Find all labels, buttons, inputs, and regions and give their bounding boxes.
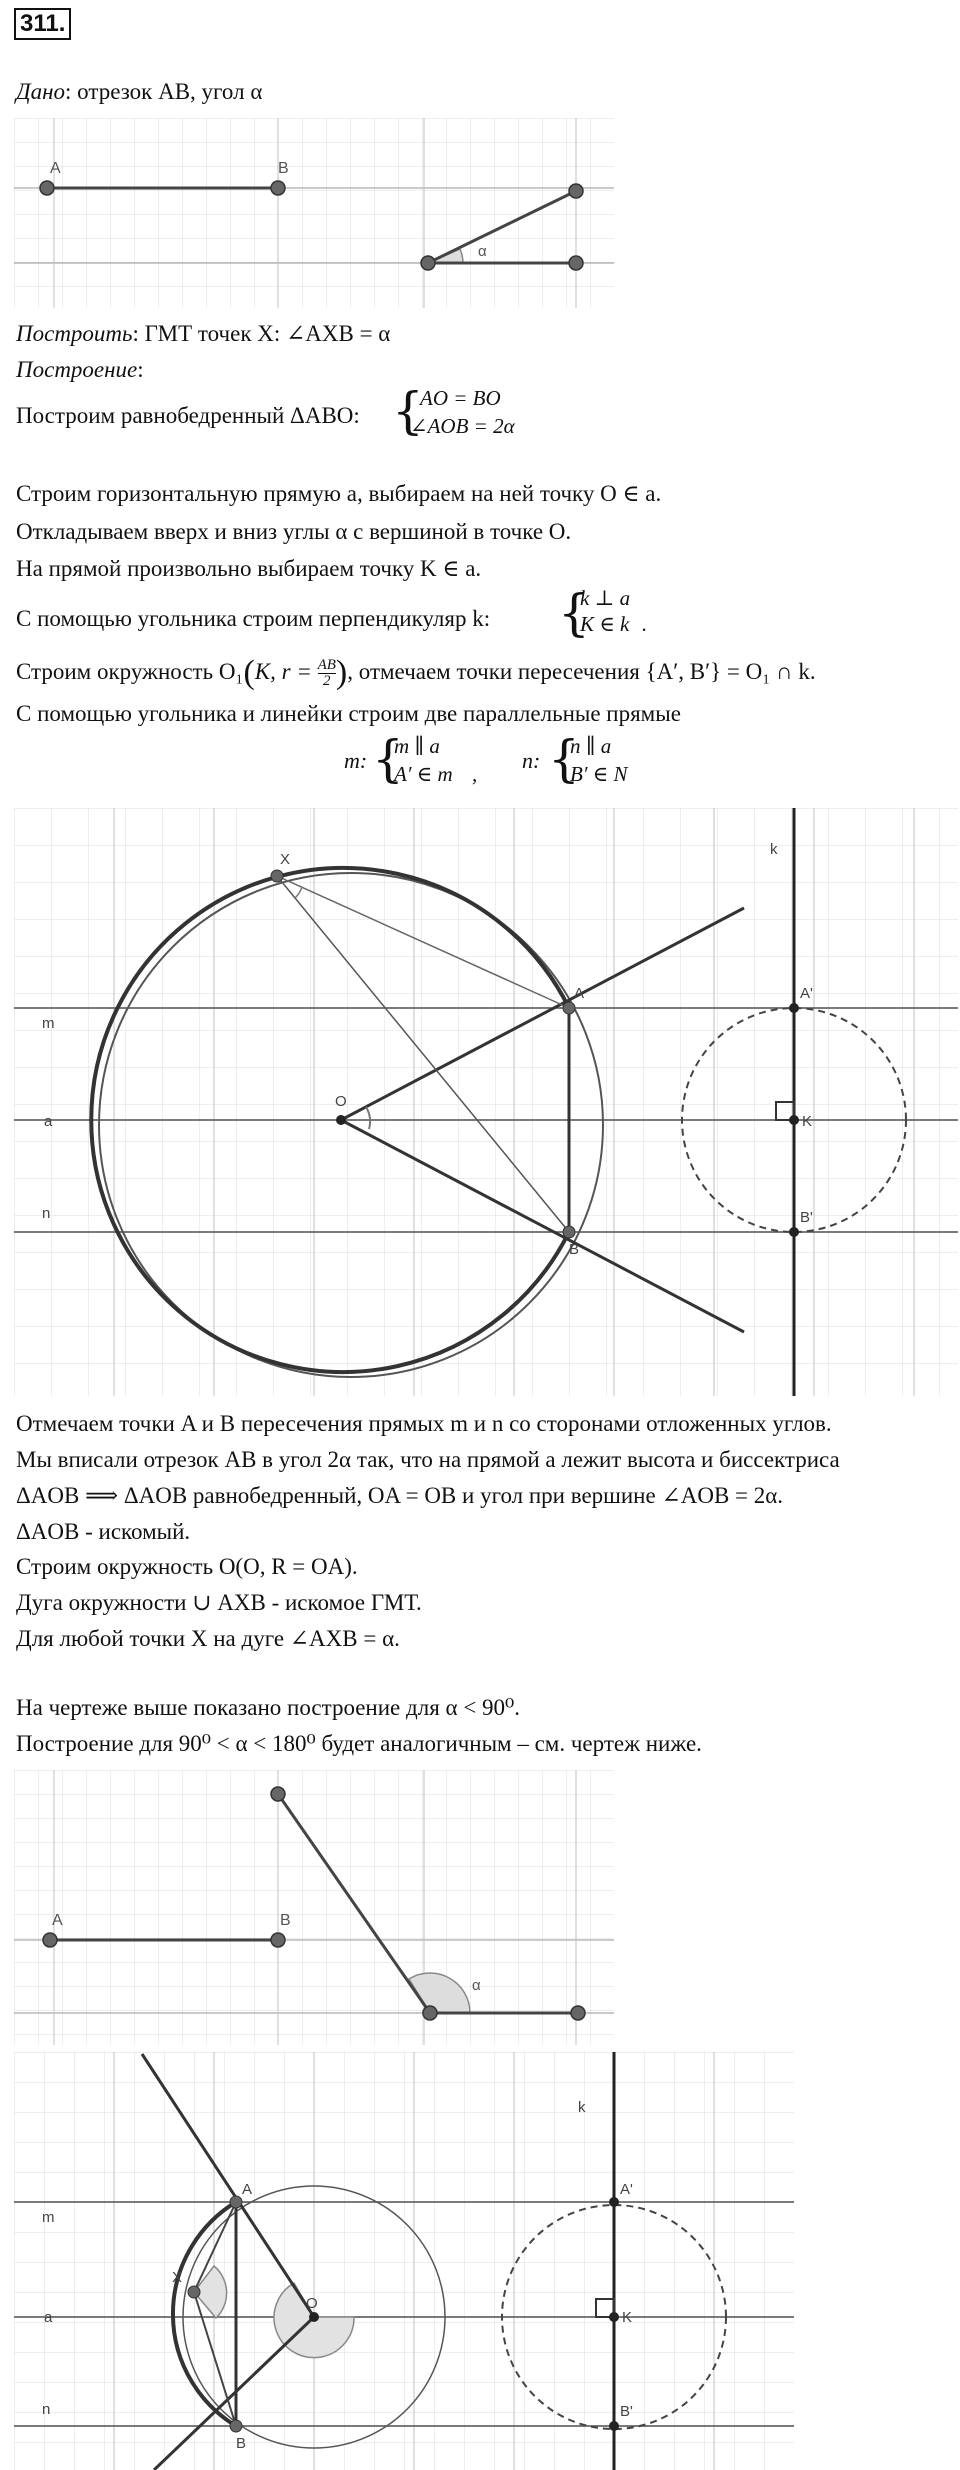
point-x [271,870,283,882]
label-a: A [574,985,585,1002]
point-o [336,1115,346,1125]
step-line-2: Откладываем вверх и вниз углы α с вершиной в точке O. [16,519,572,544]
frac-numerator: AB [317,657,336,674]
label-k-line: k [770,841,778,858]
brace-isosceles: { [392,382,424,440]
problem-number: 311. [14,8,71,40]
para2-line-6: Дуга окружности ∪ AXB - искомое ГМТ. [16,1590,422,1615]
sys-n-line2: B′ ∈ N [570,762,628,786]
step-circle-before: Строим окружность O₁ [16,659,244,684]
para2-line-3: ΔAOB ⟹ ΔAOB равнобедренный, OA = OB и угол при вершине ∠AOB = 2α. [16,1483,784,1508]
label-k: K [622,2309,633,2326]
step-perp-text: С помощью угольника строим перпендикуляр k: [16,606,491,631]
angle-vertex [421,256,435,270]
point-x [188,2286,200,2298]
angle-vertex [423,2006,437,2020]
step-parallel-text: С помощью угольника и линейки строим две параллельные прямые [16,701,681,726]
point-a [563,1002,575,1014]
step-isosceles-text: Построим равнобедренный ΔABO: [16,403,360,428]
para2-line-5: Строим окружность O(O, R = OA). [16,1554,358,1579]
para2-line-1: Отмечаем точки A и B пересечения прямых m и n со сторонами отложенных углов. [16,1411,832,1436]
point-a1 [789,1003,799,1013]
label-k: K [802,1113,813,1130]
point-k [789,1115,799,1125]
para2-line-2: Мы вписали отрезок AB в угол 2α так, что на прямой a лежит высота и биссектриса [16,1447,840,1472]
construction-label: Построение [16,357,138,382]
given-line [16,78,262,106]
angle-point-2 [271,1787,285,1801]
figure-construction-acute [14,808,958,1396]
point-a [40,181,54,195]
label-m: m [42,2209,55,2226]
label-a1: A' [620,2181,633,2198]
figure-given-segment-angle [14,118,614,308]
frac-denominator: 2 [323,673,331,690]
point-a [43,1933,57,1947]
given-text: : отрезок AB, угол α [65,79,263,104]
label-a-line: a [44,1113,53,1130]
para2-line-4: ΔAOB - искомый. [16,1519,191,1544]
label-alpha: α [472,1977,481,1994]
label-a1: A' [800,985,813,1002]
label-k-line: k [578,2099,586,2116]
sys-n-line1: n ∥ a [570,734,612,758]
label-o: O [306,2295,318,2312]
sys-perp-end: . [642,612,648,636]
step-circle-k: K, r = [254,659,312,684]
sys-m-sep: , [472,762,478,786]
label-b: B [236,2435,247,2452]
para3-line-1: На чертеже выше показано построение для α < 90⁰. [16,1695,521,1720]
figure-given-obtuse [14,1770,614,2045]
sys-iso-line1: AO = BO [420,386,501,410]
label-b: B [569,1241,580,1258]
label-m: m [42,1015,55,1032]
sys-iso-line2: ∠AOB = 2α [410,414,515,438]
label-o: O [335,1093,347,1110]
brace-m: { [372,730,404,788]
label-b: B [278,160,289,177]
construct-text: : ГМТ точек X: ∠AXB = α [132,321,391,346]
angle-point-2 [569,184,583,198]
label-b1: B' [800,1209,813,1226]
sys-perp-line2: K ∈ k [580,612,630,636]
point-b1 [789,1227,799,1237]
figure-construction-obtuse [14,2052,794,2470]
brace-perp: { [558,584,590,642]
point-b [271,1933,285,1947]
step-line-3: На прямой произвольно выбираем точку K ∈ a. [16,556,482,581]
sys-m-label: m: [344,748,368,773]
construct-line [16,320,390,348]
step-circle-line: Строим окружность O₁(K, r = $\frac{AB}{2}$ ), отмечаем точки пересечения {A′, B′} = O₁ ∩ k. [16,654,816,691]
step-circle-after: , отмечаем точки пересечения {A′, B′} = O₁ ∩ k. [347,659,816,684]
fraction-ab-2 [318,658,336,689]
label-x: X [172,2269,183,2286]
label-b1: B' [620,2403,633,2420]
construct-label: Построить [16,321,133,346]
sys-n-label: n: [522,748,541,773]
step-line-1: Строим горизонтальную прямую a, выбираем на ней точку O ∈ a. [16,481,662,506]
label-alpha: α [478,243,487,260]
label-a: A [50,160,61,177]
point-k [609,2312,619,2322]
angle-point-1 [571,2006,585,2020]
point-b [271,181,285,195]
sys-m-line2: A′ ∈ m [394,762,453,786]
construction-heading [16,356,144,384]
label-a: A [52,1912,63,1929]
label-a-line: a [44,2309,53,2326]
point-a [230,2196,242,2208]
label-b: B [280,1912,291,1929]
brace-n: { [548,730,580,788]
sys-perp-line1: k ⊥ a [580,586,631,610]
point-a1 [609,2197,619,2207]
label-x: X [280,851,291,868]
point-o [309,2312,319,2322]
point-b1 [609,2421,619,2431]
label-n: n [42,1205,51,1222]
label-a: A [242,2181,253,2198]
point-b [563,1226,575,1238]
para3-line-2: Построение для 90⁰ < α < 180⁰ будет аналогичным – см. чертеж ниже. [16,1731,702,1756]
construction-colon: : [137,357,144,382]
sys-m-line1: m ∥ a [394,734,440,758]
label-n: n [42,2401,51,2418]
point-b [230,2420,242,2432]
given-label: Дано [16,79,66,104]
para2-line-7: Для любой точки X на дуге ∠AXB = α. [16,1626,400,1651]
angle-point-1 [569,256,583,270]
